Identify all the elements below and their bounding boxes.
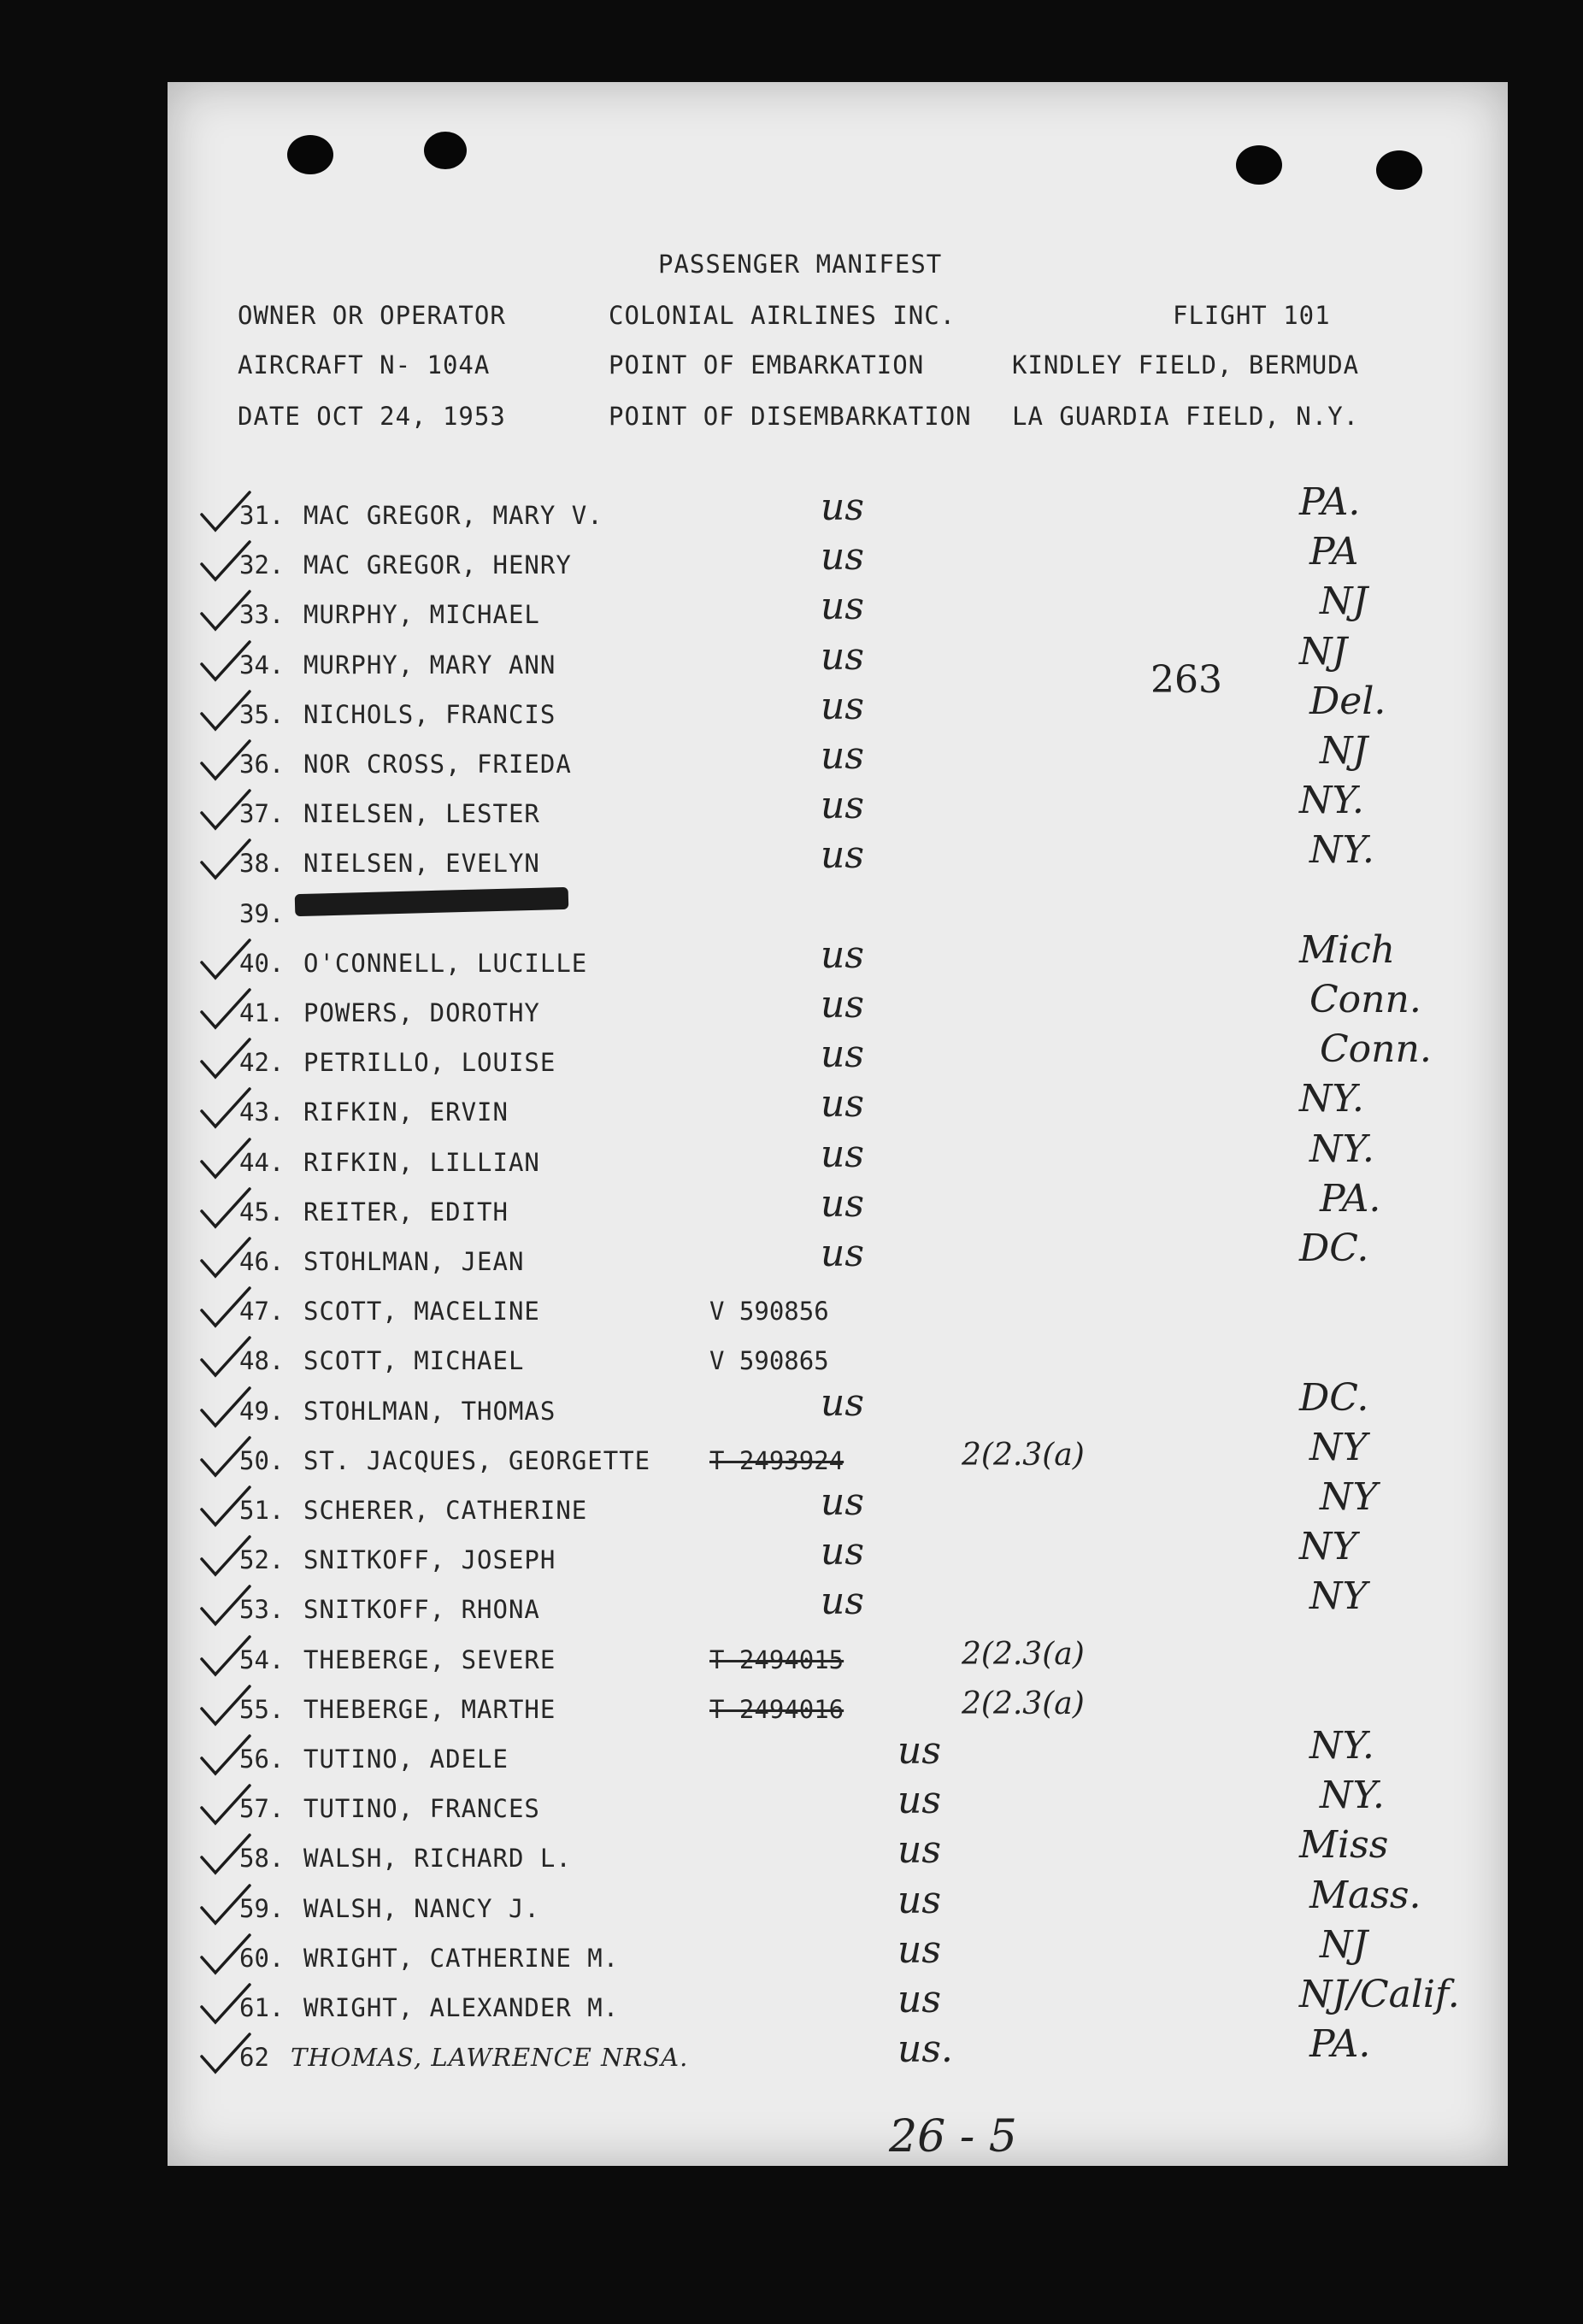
residence: NJ <box>1320 580 1368 623</box>
residence: NY <box>1299 1525 1357 1568</box>
residence: PA. <box>1320 1177 1381 1221</box>
citizenship: us <box>897 1978 941 2021</box>
citizenship: us <box>821 933 864 977</box>
row-number: 38. <box>239 849 285 878</box>
residence: NY. <box>1309 1127 1374 1171</box>
residence: NY. <box>1309 1724 1374 1768</box>
row-number: 48. <box>239 1346 285 1375</box>
row-number: 42. <box>239 1048 285 1077</box>
row-number: 44. <box>239 1148 285 1177</box>
citizenship: us <box>821 1480 864 1524</box>
row-number: 43. <box>239 1097 285 1127</box>
passport-number: T 2494015 <box>709 1645 844 1674</box>
citizenship: us. <box>897 2027 953 2071</box>
citizenship: us <box>821 1182 864 1226</box>
citizenship: us <box>821 1530 864 1574</box>
citizenship: us <box>821 784 864 827</box>
passport-number: V 590856 <box>709 1297 829 1326</box>
row-number: 50. <box>239 1446 285 1475</box>
row-number: 61. <box>239 1993 285 2022</box>
residence: Conn. <box>1320 1027 1432 1071</box>
residence: NY. <box>1299 1077 1364 1121</box>
passenger-name: NICHOLS, FRANCIS <box>303 700 556 729</box>
citizenship: us <box>821 685 864 728</box>
row-number: 55. <box>239 1695 285 1724</box>
passenger-name: RIFKIN, LILLIAN <box>303 1148 540 1177</box>
passenger-name: THOMAS, LAWRENCE NRSA. <box>291 2043 689 2072</box>
row-number: 45. <box>239 1197 285 1227</box>
passenger-name: SNITKOFF, RHONA <box>303 1595 540 1624</box>
citizenship: us <box>821 635 864 679</box>
residence: PA. <box>1299 480 1361 524</box>
punch-hole <box>1236 145 1282 185</box>
flight-number: FLIGHT 101 <box>1173 301 1331 330</box>
row-number: 60. <box>239 1944 285 1973</box>
row-number: 36. <box>239 750 285 779</box>
row-number: 53. <box>239 1595 285 1624</box>
citizenship: us <box>897 1729 941 1773</box>
passenger-name: WALSH, RICHARD L. <box>303 1844 572 1873</box>
residence: NY. <box>1299 779 1364 822</box>
row-number: 56. <box>239 1744 285 1774</box>
passenger-name: TUTINO, FRANCES <box>303 1794 540 1823</box>
punch-hole <box>1376 150 1422 190</box>
passenger-name: NIELSEN, LESTER <box>303 799 540 828</box>
passenger-name: NOR CROSS, FRIEDA <box>303 750 572 779</box>
row-number: 40. <box>239 949 285 978</box>
passenger-name: WRIGHT, ALEXANDER M. <box>303 1993 620 2022</box>
passenger-name: NIELSEN, EVELYN <box>303 849 540 878</box>
passenger-name: WRIGHT, CATHERINE M. <box>303 1944 620 1973</box>
row-number: 41. <box>239 998 285 1027</box>
citizenship: us <box>897 1928 941 1972</box>
passenger-name: THEBERGE, SEVERE <box>303 1645 556 1674</box>
residence: Miss <box>1299 1823 1389 1867</box>
citizenship: us <box>897 1879 941 1922</box>
residence: NJ <box>1299 630 1348 674</box>
row-number: 34. <box>239 650 285 680</box>
passenger-name: SNITKOFF, JOSEPH <box>303 1545 556 1574</box>
passenger-name: MURPHY, MICHAEL <box>303 600 540 629</box>
passenger-name: THEBERGE, MARTHE <box>303 1695 556 1724</box>
row-number: 37. <box>239 799 285 828</box>
passenger-name: O'CONNELL, LUCILLE <box>303 949 588 978</box>
passenger-name: SCHERER, CATHERINE <box>303 1496 588 1525</box>
residence: Mass. <box>1309 1874 1421 1917</box>
passenger-name: SCOTT, MICHAEL <box>303 1346 525 1375</box>
citizenship: us <box>897 1779 941 1822</box>
residence: NJ <box>1320 1923 1368 1967</box>
section-note: 2(2.3(a) <box>962 1438 1085 1473</box>
citizenship: us <box>821 1082 864 1126</box>
row-number: 32. <box>239 550 285 580</box>
passenger-name: STOHLMAN, THOMAS <box>303 1397 556 1426</box>
embarkation-value: KINDLEY FIELD, BERMUDA <box>1012 350 1360 379</box>
residence: Conn. <box>1309 978 1421 1021</box>
passenger-name: REITER, EDITH <box>303 1197 509 1227</box>
row-number: 51. <box>239 1496 285 1525</box>
citizenship: us <box>821 485 864 529</box>
passenger-name: MAC GREGOR, HENRY <box>303 550 572 580</box>
passport-number: T 2494016 <box>709 1695 844 1724</box>
row-number: 62 <box>239 2043 269 2072</box>
residence: Mich <box>1299 928 1396 972</box>
residence: Del. <box>1309 680 1386 723</box>
row-number: 39. <box>239 899 285 928</box>
passenger-name: STOHLMAN, JEAN <box>303 1247 525 1276</box>
citizenship: us <box>821 983 864 1027</box>
residence: NY <box>1309 1426 1368 1469</box>
row-number: 54. <box>239 1645 285 1674</box>
passenger-name: ST. JACQUES, GEORGETTE <box>303 1446 651 1475</box>
residence: PA. <box>1309 2022 1371 2066</box>
passenger-name: RIFKIN, ERVIN <box>303 1097 509 1127</box>
section-note: 2(2.3(a) <box>962 1686 1085 1721</box>
residence: DC. <box>1299 1227 1369 1270</box>
citizenship: us <box>821 1580 864 1623</box>
section-note: 2(2.3(a) <box>962 1637 1085 1672</box>
row-number: 52. <box>239 1545 285 1574</box>
passenger-name: SCOTT, MACELINE <box>303 1297 540 1326</box>
passenger-name: WALSH, NANCY J. <box>303 1894 540 1923</box>
citizenship: us <box>821 585 864 628</box>
residence: NJ <box>1320 729 1368 773</box>
row-number: 33. <box>239 600 285 629</box>
embarkation-label: POINT OF EMBARKATION <box>609 350 925 379</box>
residence: NY <box>1309 1574 1368 1618</box>
page-number: 263 <box>1150 658 1222 702</box>
residence: NJ/Calif. <box>1299 1973 1460 2016</box>
owner-label: OWNER OR OPERATOR <box>238 301 506 330</box>
citizenship: us <box>821 833 864 877</box>
passenger-name: MURPHY, MARY ANN <box>303 650 556 680</box>
row-number: 59. <box>239 1894 285 1923</box>
citizenship: us <box>821 734 864 778</box>
citizenship: us <box>821 1232 864 1275</box>
owner-value: COLONIAL AIRLINES INC. <box>609 301 956 330</box>
page-title: PASSENGER MANIFEST <box>658 250 943 279</box>
residence: NY <box>1320 1475 1378 1519</box>
residence: DC. <box>1299 1376 1369 1420</box>
date: DATE OCT 24, 1953 <box>238 402 506 431</box>
row-number: 57. <box>239 1794 285 1823</box>
citizenship: us <box>821 535 864 579</box>
disembarkation-value: LA GUARDIA FIELD, N.Y. <box>1012 402 1360 431</box>
row-number: 46. <box>239 1247 285 1276</box>
passenger-name: MAC GREGOR, MARY V. <box>303 501 603 530</box>
punch-hole <box>424 132 467 169</box>
row-number: 49. <box>239 1397 285 1426</box>
passenger-name: TUTINO, ADELE <box>303 1744 509 1774</box>
row-number: 58. <box>239 1844 285 1873</box>
row-number: 35. <box>239 700 285 729</box>
residence: PA <box>1309 530 1359 574</box>
passport-number: V 590865 <box>709 1346 829 1375</box>
aircraft: AIRCRAFT N- 104A <box>238 350 491 379</box>
row-number: 31. <box>239 501 285 530</box>
residence: NY. <box>1309 828 1374 872</box>
citizenship: us <box>821 1033 864 1076</box>
citizenship: us <box>897 1828 941 1872</box>
passenger-name: PETRILLO, LOUISE <box>303 1048 556 1077</box>
residence: NY. <box>1320 1774 1385 1817</box>
passport-number: T 2493924 <box>709 1446 844 1475</box>
punch-hole <box>287 135 333 174</box>
total-count: 26 - 5 <box>889 2111 1017 2162</box>
row-number: 47. <box>239 1297 285 1326</box>
citizenship: us <box>821 1381 864 1425</box>
passenger-name: POWERS, DOROTHY <box>303 998 540 1027</box>
citizenship: us <box>821 1133 864 1176</box>
disembarkation-label: POINT OF DISEMBARKATION <box>609 402 972 431</box>
